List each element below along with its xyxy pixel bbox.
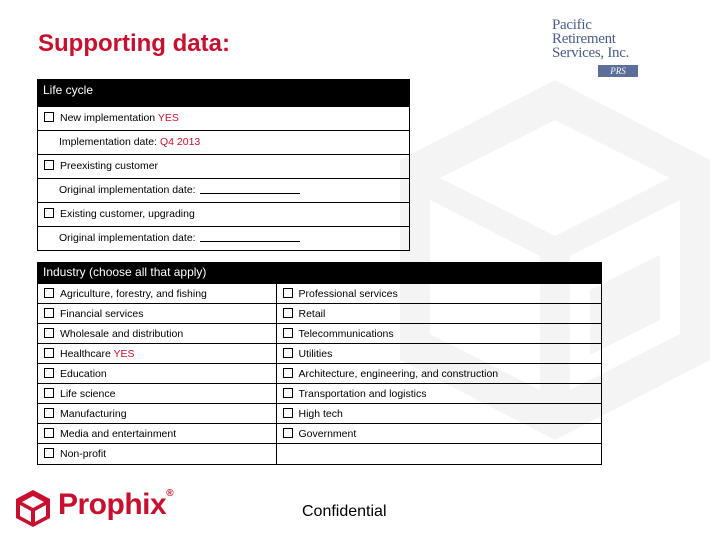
blank-line[interactable] xyxy=(200,232,300,242)
industry-table xyxy=(37,262,602,465)
prs-logo-line: Retirement xyxy=(552,31,616,47)
registered-mark: ® xyxy=(166,488,174,499)
lifecycle-row xyxy=(38,202,409,226)
lifecycle-row xyxy=(38,178,409,202)
industry-cell xyxy=(276,404,601,424)
prs-logo-line: Services, Inc. xyxy=(552,45,630,61)
industry-cell xyxy=(38,424,276,444)
option-label: Non-profit xyxy=(60,447,107,460)
checkbox-icon[interactable] xyxy=(283,388,293,398)
industry-cell xyxy=(276,364,601,384)
lifecycle-header: Life cycle xyxy=(38,80,409,106)
checkbox-icon[interactable] xyxy=(283,288,293,298)
checkbox-icon[interactable] xyxy=(44,208,54,218)
option-label: Existing customer, upgrading xyxy=(60,208,195,220)
industry-grid xyxy=(38,283,601,464)
industry-cell xyxy=(276,344,601,364)
industry-cell xyxy=(276,304,601,324)
industry-cell xyxy=(276,424,601,444)
option-label: Professional services xyxy=(298,287,398,300)
table-row xyxy=(38,364,601,384)
industry-cell xyxy=(38,324,276,344)
page-title: Supporting data: xyxy=(38,30,230,57)
blank-line[interactable] xyxy=(200,184,300,194)
option-label: Telecommunications xyxy=(298,327,394,340)
industry-header: Industry (choose all that apply) xyxy=(38,263,601,283)
lifecycle-row xyxy=(38,154,409,178)
checkbox-icon[interactable] xyxy=(44,308,54,318)
industry-cell xyxy=(38,444,276,464)
table-row xyxy=(38,444,601,464)
confidential-label: Confidential xyxy=(302,503,387,520)
table-row xyxy=(38,424,601,444)
option-label: Architecture, engineering, and construction xyxy=(298,367,499,380)
industry-cell xyxy=(38,284,276,304)
option-label: Preexisting customer xyxy=(60,160,159,172)
checkbox-icon[interactable] xyxy=(44,428,54,438)
option-label: Financial services xyxy=(60,307,144,320)
prs-logo-line: Pacific xyxy=(552,17,592,33)
option-label: Retail xyxy=(298,307,326,320)
lifecycle-row xyxy=(38,130,409,154)
checkbox-icon[interactable] xyxy=(44,348,54,358)
option-label: Wholesale and distribution xyxy=(60,327,184,340)
field-label: Original implementation date: xyxy=(59,184,196,196)
industry-cell xyxy=(276,324,601,344)
checkbox-icon[interactable] xyxy=(283,408,293,418)
option-label: Utilities xyxy=(298,347,333,360)
prophix-logo-text xyxy=(58,488,173,522)
prs-logo xyxy=(552,18,662,60)
option-label: Education xyxy=(60,367,107,380)
industry-cell xyxy=(276,384,601,404)
checkbox-icon[interactable] xyxy=(44,388,54,398)
table-row xyxy=(38,404,601,424)
prophix-cube-icon xyxy=(14,488,52,528)
industry-cell xyxy=(38,364,276,384)
checkbox-icon[interactable] xyxy=(44,448,54,458)
impl-date-value: Q4 2013 xyxy=(159,136,201,148)
checkbox-icon[interactable] xyxy=(283,348,293,358)
yes-marker: YES xyxy=(157,112,179,124)
lifecycle-table xyxy=(37,79,410,251)
checkbox-icon[interactable] xyxy=(283,428,293,438)
checkbox-icon[interactable] xyxy=(44,288,54,298)
yes-marker: YES xyxy=(113,347,135,360)
industry-cell-empty xyxy=(276,444,601,464)
checkbox-icon[interactable] xyxy=(283,308,293,318)
option-label: Media and entertainment xyxy=(60,427,177,440)
option-label: Healthcare xyxy=(60,347,114,360)
checkbox-icon[interactable] xyxy=(44,368,54,378)
lifecycle-row xyxy=(38,226,409,250)
table-row xyxy=(38,344,601,364)
checkbox-icon[interactable] xyxy=(44,160,54,170)
option-label: Government xyxy=(298,427,357,440)
option-label: Transportation and logistics xyxy=(298,387,427,400)
field-label: Original implementation date: xyxy=(59,232,196,244)
brand-name: Prophix xyxy=(58,488,167,521)
prs-badge: PRS xyxy=(598,65,638,77)
industry-cell xyxy=(38,404,276,424)
industry-cell xyxy=(276,284,601,304)
checkbox-icon[interactable] xyxy=(283,328,293,338)
option-label: Manufacturing xyxy=(60,407,127,420)
table-row xyxy=(38,384,601,404)
option-label: Life science xyxy=(60,387,116,400)
checkbox-icon[interactable] xyxy=(283,368,293,378)
checkbox-icon[interactable] xyxy=(44,408,54,418)
option-label: New implementation xyxy=(60,112,158,124)
checkbox-icon[interactable] xyxy=(44,112,54,122)
industry-cell xyxy=(38,384,276,404)
option-label: Agriculture, forestry, and fishing xyxy=(60,287,207,300)
checkbox-icon[interactable] xyxy=(44,328,54,338)
industry-cell xyxy=(38,304,276,324)
table-row xyxy=(38,324,601,344)
table-row xyxy=(38,284,601,304)
lifecycle-row xyxy=(38,106,409,130)
field-label: Implementation date: xyxy=(59,136,160,148)
option-label: High tech xyxy=(298,407,343,420)
industry-cell xyxy=(38,344,276,364)
table-row xyxy=(38,304,601,324)
